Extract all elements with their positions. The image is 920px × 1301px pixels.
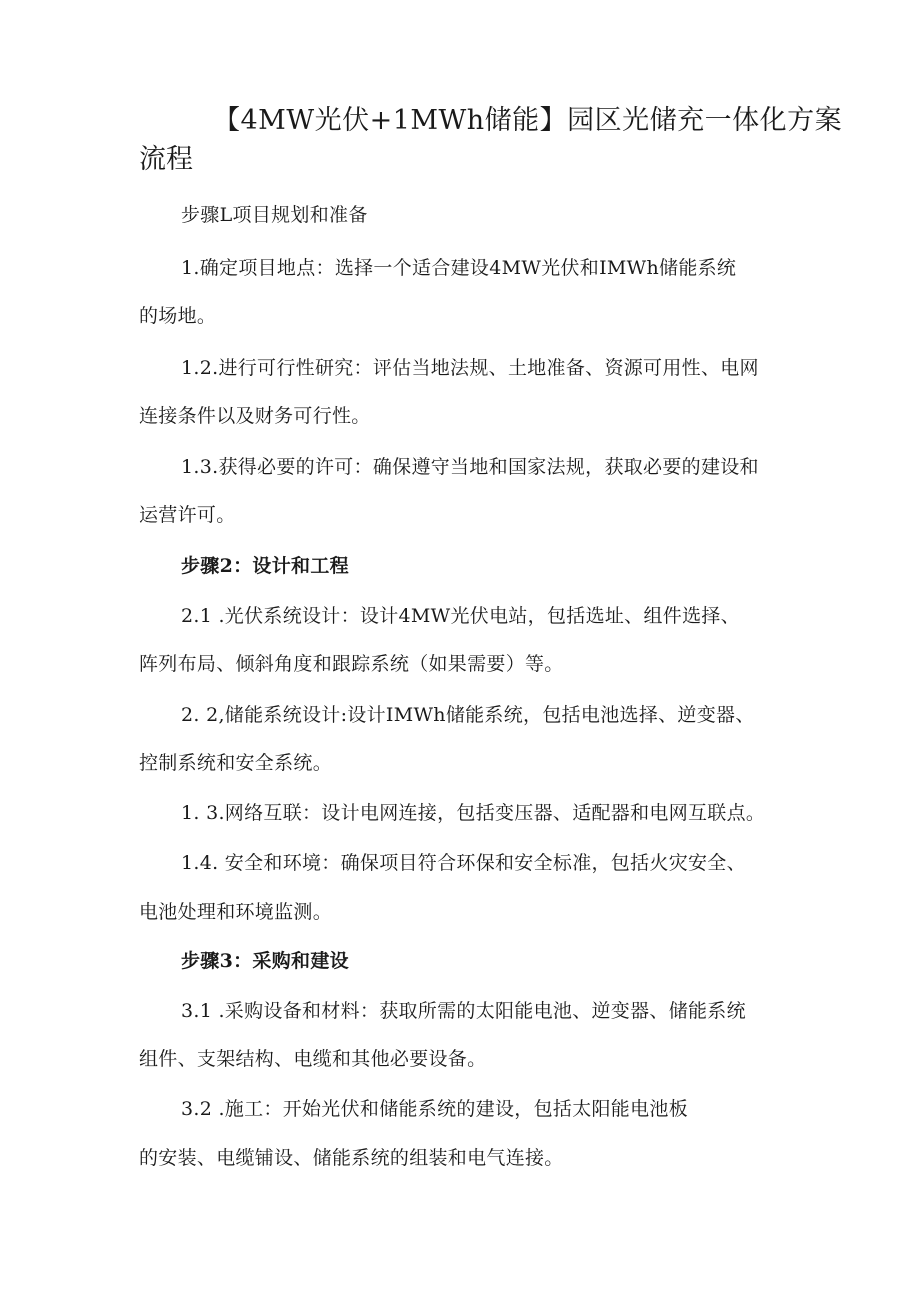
paragraph-3-1-continuation: 组件、支架结构、电缆和其他必要设备。 <box>139 1048 487 1070</box>
step3-heading: 步骤3：采购和建设 <box>181 950 349 972</box>
paragraph-1-2-continuation: 连接条件以及财务可行性。 <box>139 405 371 427</box>
paragraph-1-3: 1.3.获得必要的许可：确保遵守当地和国家法规，获取必要的建设和 <box>181 456 759 478</box>
paragraph-2-2-continuation: 控制系统和安全系统。 <box>139 752 333 774</box>
paragraph-2-2: 2. 2,储能系统设计:设计IMWh储能系统，包括电池选择、逆变器、 <box>181 704 755 726</box>
step2-heading: 步骤2：设计和工程 <box>181 555 349 577</box>
paragraph-1-2: 1.2.进行可行性研究：评估当地法规、土地准备、资源可用性、电网 <box>181 357 759 379</box>
paragraph-1-1: 1.确定项目地点：选择一个适合建设4MW光伏和IMWh储能系统 <box>181 257 737 279</box>
paragraph-2-4: 1.4. 安全和环境：确保项目符合环保和安全标准，包括火灾安全、 <box>181 852 746 874</box>
paragraph-2-1: 2.1 .光伏系统设计：设计4MW光伏电站，包括选址、组件选择、 <box>181 605 740 627</box>
paragraph-3-1: 3.1 .采购设备和材料：获取所需的太阳能电池、逆变器、储能系统 <box>181 1000 746 1022</box>
paragraph-1-3-continuation: 运营许可。 <box>139 504 236 526</box>
paragraph-2-1-continuation: 阵列布局、倾斜角度和跟踪系统（如果需要）等。 <box>139 653 564 675</box>
document-title: 【4MW光伏+1MWh储能】园区光储充一体化方案 <box>213 105 843 136</box>
paragraph-2-3: 1. 3.网络互联：设计电网连接，包括变压器、适配器和电网互联点。 <box>181 802 766 824</box>
paragraph-3-2: 3.2 .施工：开始光伏和储能系统的建设，包括太阳能电池板 <box>181 1098 688 1120</box>
document-title-continuation: 流程 <box>139 144 193 175</box>
paragraph-3-2-continuation: 的安装、电缆铺设、储能系统的组装和电气连接。 <box>139 1147 564 1169</box>
paragraph-1-1-continuation: 的场地。 <box>139 305 217 327</box>
paragraph-2-4-continuation: 电池处理和环境监测。 <box>139 901 333 923</box>
step1-heading: 步骤L项目规划和准备 <box>181 204 368 226</box>
